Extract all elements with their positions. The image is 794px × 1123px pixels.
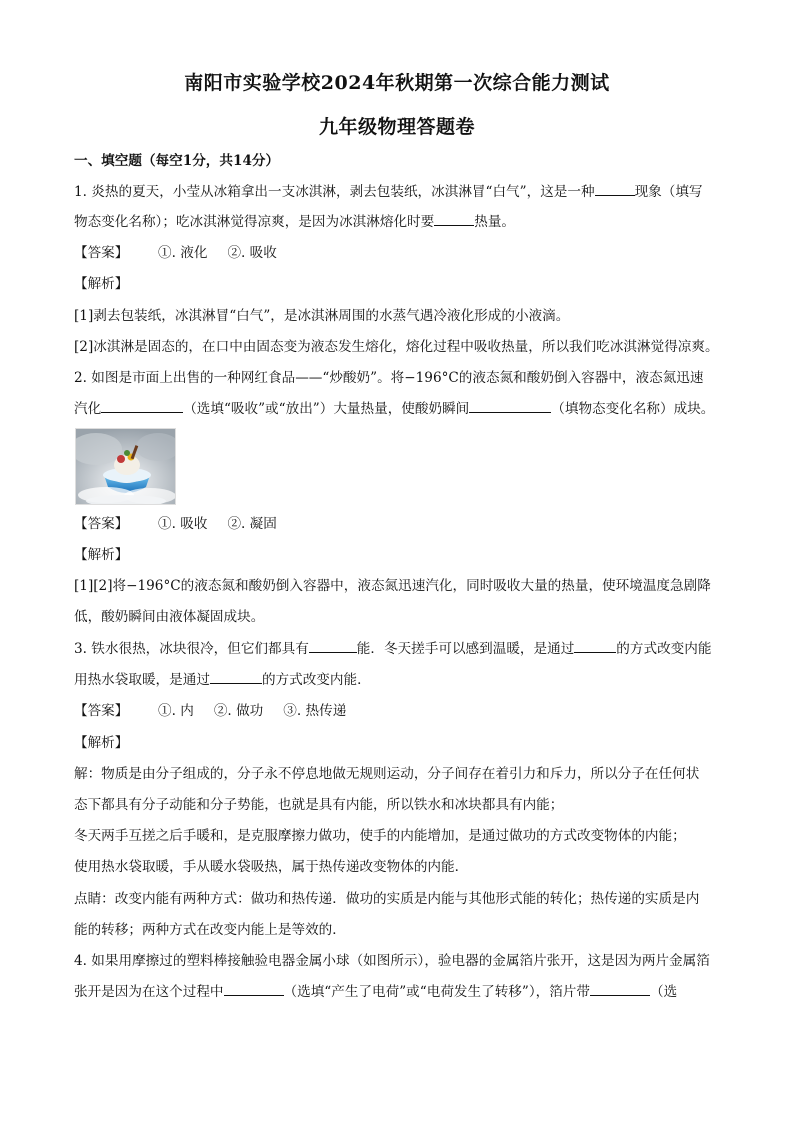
q2-blank-1 [101, 400, 183, 413]
q1-blank-1 [595, 183, 635, 196]
q2-analysis-label: 【解析】 [74, 547, 129, 563]
q2-text-line1: 2. 如图是市面上出售的一种网红食品——“炒酸奶”。将−196°C的液态氮和酸奶倒入容器中，液态氮迅速 [74, 370, 704, 386]
q3-analysis-line3: 冬天两手互搓之后手暖和，是克服摩擦力做功，使手的内能增加，是通过做功的方式改变物体的内能； [74, 828, 686, 844]
q1-analysis-line2: [2]冰淇淋是固态的，在口中由固态变为液态发生熔化，熔化过程中吸收热量，所以我们吃冰淇淋觉得凉爽。 [74, 339, 719, 355]
q1-text-line1: 1. 炎热的夏天，小莹从冰箱拿出一支冰淇淋，剥去包装纸，冰淇淋冒“白气”，这是一种 现象（填写 [74, 184, 703, 200]
q2-text-line2: 汽化 （选填“吸收”或“放出”）大量热量，使酸奶瞬间 （填物态变化名称）成块。 [74, 401, 715, 417]
q3-text-line1: 3. 铁水很热，冰块很冷，但它们都具有 能．冬天搓手可以感到温暖，是通过 的方式改变内能 [74, 641, 712, 657]
q1-analysis-label: 【解析】 [74, 276, 129, 292]
q1-answer: 【答案】 ①. 液化 ②. 吸收 [74, 245, 277, 261]
q3-text-line2: 用热水袋取暖，是通过 的方式改变内能． [74, 672, 371, 688]
q1-analysis-line1: [1]剥去包装纸，冰淇淋冒“白气”，是冰淇淋周围的水蒸气遇冷液化形成的小液滴。 [74, 308, 570, 324]
q2-blank-2 [469, 400, 551, 413]
q2-analysis-line1: [1][2]将−196°C的液态氮和酸奶倒入容器中，液态氮迅速汽化，同时吸收大量的热量，使环境温度急剧降 [74, 578, 711, 594]
fried-yogurt-image [76, 429, 175, 504]
q3-analysis-line4: 使用热水袋取暖，手从暖水袋吸热，属于热传递改变物体的内能． [74, 859, 469, 875]
q2-analysis-line2: 低，酸奶瞬间由液体凝固成块。 [74, 609, 265, 625]
q4-blank-1 [224, 983, 284, 996]
exam-subtitle: 九年级物理答题卷 [318, 116, 475, 138]
q3-blank-2 [574, 640, 616, 653]
q1-text-line2: 物态变化名称）；吃冰淇淋觉得凉爽，是因为冰淇淋熔化时要 热量。 [74, 214, 516, 230]
q3-answer: 【答案】 ①. 内 ②. 做功 ③. 热传递 [74, 703, 347, 719]
q3-analysis-line1: 解：物质是由分子组成的，分子永不停息地做无规则运动，分子间存在着引力和斥力，所以分子在任何状 [74, 766, 700, 782]
q4-blank-2 [590, 983, 650, 996]
q1-blank-2 [434, 213, 474, 226]
q3-blank-3 [210, 671, 262, 684]
q3-blank-1 [309, 640, 357, 653]
q2-answer: 【答案】 ①. 吸收 ②. 凝固 [74, 516, 277, 532]
q3-analysis-line5: 点睛：改变内能有两种方式：做功和热传递．做功的实质是内能与其他形式能的转化；热传递的实质是内 [74, 891, 700, 907]
exam-title: 南阳市实验学校2024年秋期第一次综合能力测试 [184, 72, 610, 94]
q4-text-line1: 4. 如果用摩擦过的塑料棒接触验电器金属小球（如图所示），验电器的金属箔片张开，这是因为两片金属箔 [74, 953, 710, 969]
section-heading: 一、填空题（每空1分，共14分） [74, 153, 280, 169]
q3-analysis-line2: 态下都具有分子动能和分子势能，也就是具有内能，所以铁水和冰块都具有内能； [74, 797, 564, 813]
q3-analysis-label: 【解析】 [74, 735, 129, 751]
q3-analysis-line6: 能的转移；两种方式在改变内能上是等效的． [74, 922, 346, 938]
q4-text-line2: 张开是因为在这个过程中 （选填“产生了电荷”或“电荷发生了转移”），箔片带 （选 [74, 984, 678, 1000]
fried-yogurt-photo [75, 428, 176, 505]
